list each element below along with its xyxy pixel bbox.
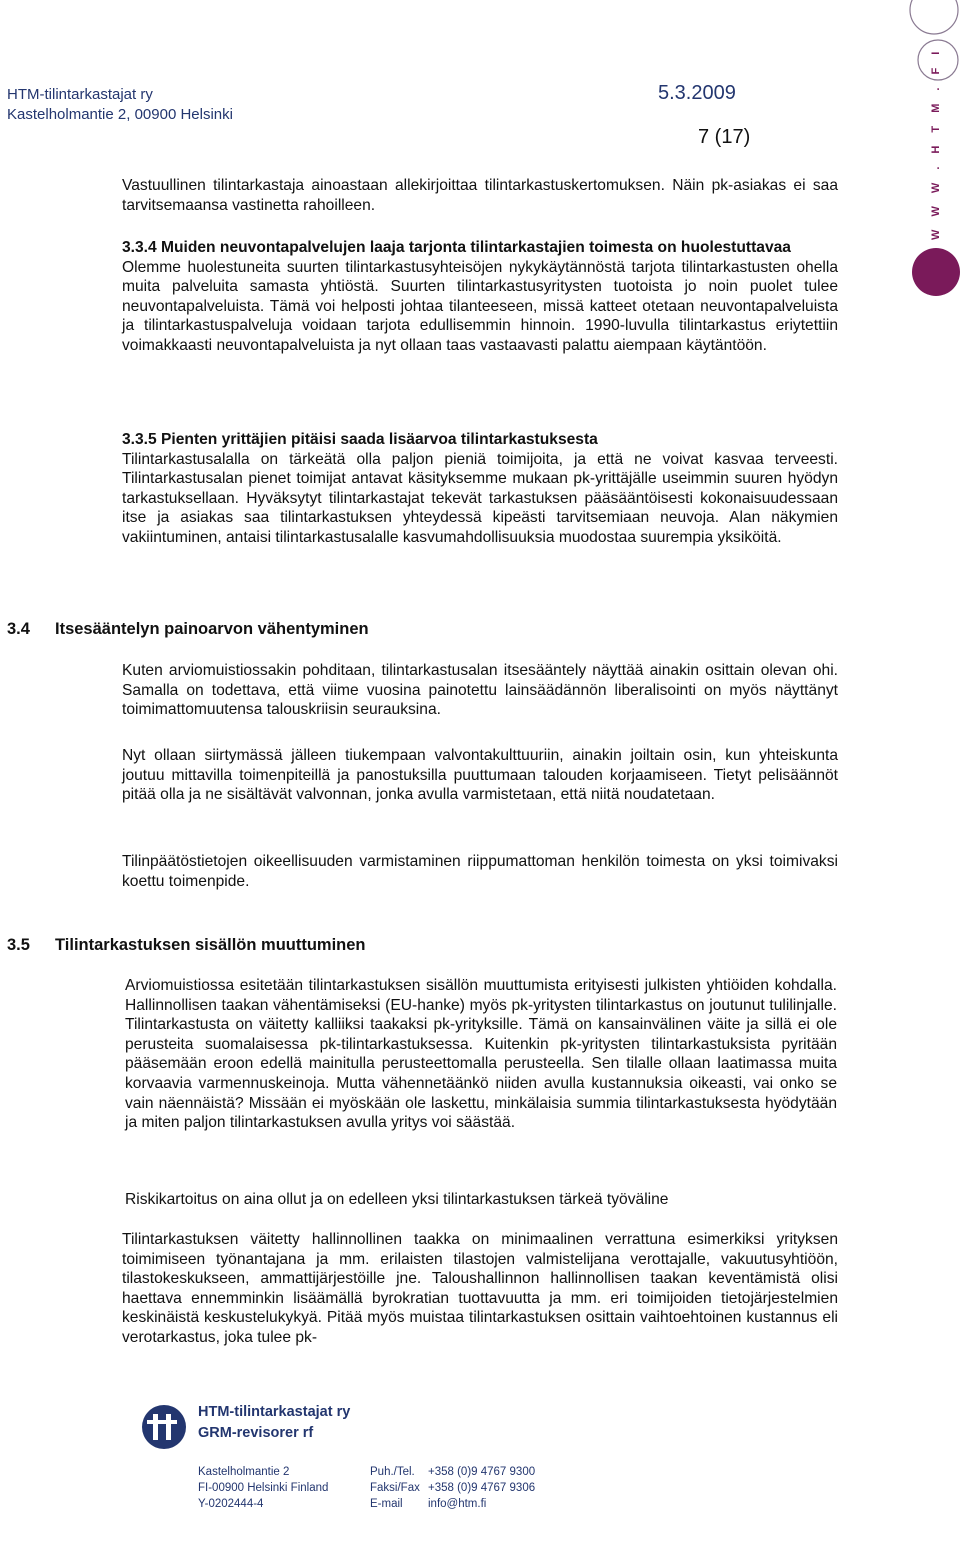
section-3-5-paragraph-2 bbox=[125, 1190, 837, 1210]
footer-fax: +358 (0)9 4767 9306 bbox=[428, 1482, 536, 1494]
section-3-5-p3-text: Tilintarkastuksen väitetty hallinnollinen taakka on minimaalinen verrattuna esimerkiksi yrityksen toimimiseen työnantajana ja mm. erilaisten tilastojen valmistelijana verottajalle, vakuutusyhtiöön, tilastokeskukseen, ammattijärjestöille jne. Taloushallinnon hallinnollisen taakan keventämistä olisi haettava ennemminkin lisäämällä byrokratian tuottavuutta ja mm. eri toimijoiden tietojärjestelmien keskinäistä keskustelukykyä. Pitää myös muistaa tilintarkastuksen osittain vaihtoehtoinen kustannus eli verotarkastus, joka tulee pk- bbox=[122, 1231, 838, 1346]
footer-org-name: HTM-tilintarkastajat ry bbox=[198, 1404, 351, 1420]
section-3-4-p3-text: Tilinpäätöstietojen oikeellisuuden varmistaminen riippumattoman henkilön toimesta on yksi toimivaksi koettu toimenpide. bbox=[122, 853, 838, 890]
section-3-4-p1-text: Kuten arviomuistiossakin pohditaan, tilintarkastusalan itsesääntely näyttää ainakin osittain olevan ohi. Samalla on todettava, että viime vuosina painotettu lainsäädännön liberalisointi on myös näyttänyt toimimattomuutensa talouskriisin seurauksina. bbox=[122, 662, 838, 719]
section-3-5-number: 3.5 bbox=[7, 936, 30, 954]
section-3-5-paragraph-3 bbox=[122, 1230, 838, 1348]
footer-phone: +358 (0)9 4767 9300 bbox=[428, 1466, 536, 1478]
section-3-3-4-text: Olemme huolestuneita suurten tilintarkastusyhteisöjen nykykäytännöstä tarjota tilintarkastusten ohella muita palveluita samasta yhtiöstä. Suurten tilintarkastusyritysten tuotoista jo noin puolet tulee neuvontapalveluista. Tämä voi helposti johtaa tilanteeseen, missä katteet otetaan neuvontapalveluista ja tilintarkastuspalveluja voidaan tarjota edullisemmin hinnoin. 1990-luvulla tilintarkastus eriytettiin voimakkaasti neuvontapalveluista ja nyt ollaan taas vastaavasti palattu aiempaan käytäntöön. bbox=[122, 258, 838, 354]
section-3-4-paragraph-1 bbox=[122, 661, 838, 720]
section-3-5-p1-text: Arviomuistiossa esitetään tilintarkastuksen sisällön muuttumista erityisesti julkisten yhtiöiden kohdalla. Hallinnollisen taakan vähentämiseksi (EU-hanke) myös pk-yritysten tilintarkastus on joutunut tulilinjalle. Tilintarkastusta on väitetty kalliiksi taakaksi pk-yrityksille. Tämä on kansainvälinen väite ja sillä ei ole perusteita suomalaisessa pk-tilintarkastuksessa. Kuitenkin pk-yritysten tilintarkastuksista pyritään pääsemään eroon edellä mainitulla perusteettomalla perusteella. Sen tilalle ollaan laatimassa muita korvaavia varmennuskeinoja. Mutta vähennetäänkö niiden avulla kustannuksia oikeasti, vai onko se vain näennäistä? Missään ei myöskään ole laskettu, minkälaisia summia tilintarkastuksesta hyödytään ja miten paljon tilintarkastuksen avulla yritys voi säästää. bbox=[125, 977, 837, 1132]
footer-address-city: FI-00900 Helsinki Finland bbox=[198, 1482, 329, 1494]
section-3-3-5 bbox=[122, 430, 838, 548]
footer-contact-values bbox=[428, 1464, 535, 1512]
section-3-4-title: Itsesääntelyn painoarvon vähentyminen bbox=[55, 620, 369, 638]
footer-phone-label: Puh./Tel. bbox=[370, 1466, 415, 1478]
footer-org-name-swedish: GRM-revisorer rf bbox=[198, 1425, 314, 1441]
footer-address-street: Kastelholmantie 2 bbox=[198, 1466, 290, 1478]
section-3-4-p2-text: Nyt ollaan siirtymässä jälleen tiukempaan valvontakulttuuriin, ainakin joiltain osin, kun yhteiskunta joutuu mittavilla toimenpiteillä ja panostuksilla puuttumaan talouden korjaamiseen. Tietyt pelisäännöt pitää olla ja ne sisältävät valvonnan, jonka avulla varmistetaan, että niitä noudatetaan. bbox=[122, 747, 838, 804]
section-3-4-paragraph-3 bbox=[122, 852, 838, 891]
section-3-3-5-text: Tilintarkastusalalla on tärkeätä olla paljon pieniä toimijoita, ja että ne voivat kasvaa terveesti. Tilintarkastusalan pienet toimijat antavat käsityksemme mukaan pk-yrittäjälle useimmin suuren hyödyn tarkastuksellaan. Hyväksytyt tilintarkastajat tekevät tarkastuksen pääsääntöisesti kokonaisuudessaan itse ja asiakas saa tilintarkastuksen yhteydessä kipeästi tarvitsemiaan neuvoja. Alan näkymien vakiintuminen, antaisi tilintarkastusalalle kasvumahdollisuuksia muodostaa suurempia yksiköitä. bbox=[122, 450, 838, 546]
section-3-3-4 bbox=[122, 238, 838, 356]
footer-business-id: Y-0202444-4 bbox=[198, 1498, 264, 1510]
section-3-3-4-heading: 3.3.4 Muiden neuvontapalvelujen laaja tarjonta tilintarkastajien toimesta on huolestuttavaa bbox=[122, 239, 791, 256]
footer-email-link[interactable]: info@htm.fi bbox=[428, 1498, 487, 1510]
section-3-4-paragraph-2 bbox=[122, 746, 838, 805]
section-3-5-paragraph-1 bbox=[125, 976, 837, 1133]
intro-text: Vastuullinen tilintarkastaja ainoastaan allekirjoittaa tilintarkastuskertomuksen. Näin pk-asiakas ei saa tarvitsemaansa vastinetta rahoilleen. bbox=[122, 177, 838, 214]
header-org-name: HTM-tilintarkastajat ry bbox=[7, 86, 153, 103]
footer-fax-label: Faksi/Fax bbox=[370, 1482, 420, 1494]
footer-address bbox=[198, 1464, 328, 1512]
section-3-4-number: 3.4 bbox=[7, 620, 30, 638]
footer-email-label: E-mail bbox=[370, 1498, 403, 1510]
section-3-5-p2-text: Riskikartoitus on aina ollut ja on edelleen yksi tilintarkastuksen tärkeä työväline bbox=[125, 1191, 669, 1208]
header-date: 5.3.2009 bbox=[658, 82, 736, 104]
section-3-3-5-heading: 3.3.5 Pienten yrittäjien pitäisi saada lisäarvoa tilintarkastuksesta bbox=[122, 431, 598, 448]
footer-contact-labels bbox=[370, 1464, 420, 1512]
page-number: 7 (17) bbox=[698, 126, 751, 148]
section-3-5-title: Tilintarkastuksen sisällön muuttuminen bbox=[55, 936, 366, 954]
header-address: Kastelholmantie 2, 00900 Helsinki bbox=[7, 106, 233, 123]
htm-logo-icon bbox=[140, 1403, 188, 1451]
intro-paragraph bbox=[122, 176, 838, 215]
